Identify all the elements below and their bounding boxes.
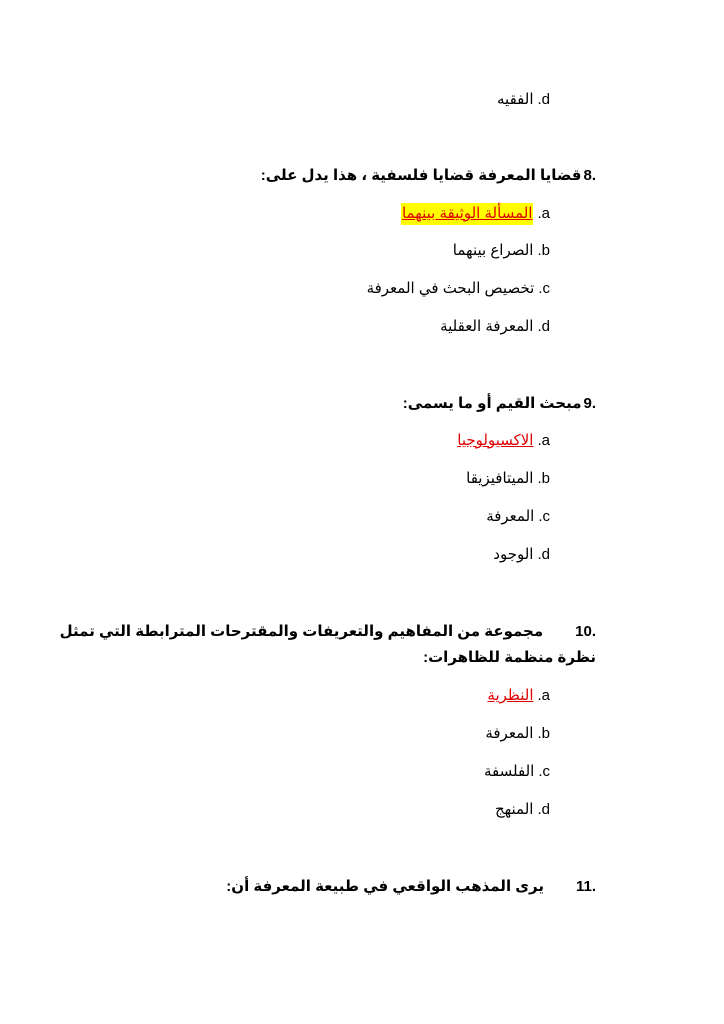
option-text: المعرفة bbox=[485, 725, 534, 742]
option-text: الميتافيزيقا bbox=[466, 470, 534, 487]
option-text-correct: الاكسيولوجيا bbox=[457, 432, 534, 449]
question-text: يرى المذهب الواقعي في طبيعة المعرفة أن: bbox=[226, 878, 544, 895]
q10-option-c[interactable] bbox=[484, 761, 550, 783]
question-10 bbox=[60, 620, 596, 644]
q7-option-d[interactable] bbox=[497, 89, 550, 111]
q9-option-a[interactable] bbox=[457, 430, 550, 452]
option-text: المنهج bbox=[494, 801, 534, 818]
option-letter: .d bbox=[537, 801, 550, 818]
question-number: 8. bbox=[583, 167, 596, 184]
option-text: المعرفة العقلية bbox=[440, 318, 534, 335]
q8-option-a[interactable] bbox=[401, 203, 550, 225]
q8-option-d[interactable] bbox=[440, 316, 550, 338]
q10-option-d[interactable] bbox=[495, 799, 550, 821]
q10-option-b[interactable] bbox=[485, 723, 550, 745]
question-text: مبحث القيم أو ما يسمى: bbox=[402, 395, 582, 412]
q9-option-d[interactable] bbox=[493, 544, 550, 566]
option-text-correct: المسألة الوثيقة بينهما bbox=[401, 203, 534, 225]
question-8 bbox=[261, 164, 596, 188]
q8-option-c[interactable] bbox=[367, 278, 550, 300]
q10-option-a[interactable] bbox=[487, 685, 550, 707]
option-text: الفلسفة bbox=[484, 763, 535, 780]
option-letter: .d bbox=[537, 91, 550, 108]
question-text-line1: مجموعة من المفاهيم والتعريفات والمقترحات المترابطة التي تمثل bbox=[59, 623, 544, 640]
option-text-correct: النظرية bbox=[487, 687, 534, 704]
option-letter: .d bbox=[537, 318, 550, 335]
option-text: الوجود bbox=[493, 546, 534, 563]
option-text: الصراع بينهما bbox=[452, 242, 534, 259]
option-letter: .c bbox=[538, 763, 550, 780]
question-number: 9. bbox=[583, 395, 596, 412]
option-letter: .b bbox=[537, 242, 550, 259]
option-text: المعرفة bbox=[486, 508, 535, 525]
question-number: 11. bbox=[575, 878, 596, 895]
option-letter: .c bbox=[538, 280, 550, 297]
question-10-continuation: نظرة منظمة للظاهرات: bbox=[423, 649, 596, 666]
q8-option-b[interactable] bbox=[453, 240, 550, 262]
question-text: قضايا المعرفة قضايا فلسفية ، هذا يدل على: bbox=[260, 167, 582, 184]
option-text: الفقيه bbox=[497, 91, 534, 108]
q9-option-b[interactable] bbox=[466, 468, 550, 490]
option-letter: .d bbox=[537, 546, 550, 563]
question-number: 10. bbox=[575, 623, 596, 640]
option-letter: .a bbox=[537, 687, 550, 704]
question-9 bbox=[403, 392, 596, 416]
q9-option-c[interactable] bbox=[486, 506, 550, 528]
option-letter: .a bbox=[537, 432, 550, 449]
question-11 bbox=[226, 875, 596, 899]
option-letter: .a bbox=[537, 205, 550, 222]
option-text: تخصيص البحث في المعرفة bbox=[366, 280, 535, 297]
option-letter: .b bbox=[537, 470, 550, 487]
option-letter: .b bbox=[537, 725, 550, 742]
option-letter: .c bbox=[538, 508, 550, 525]
